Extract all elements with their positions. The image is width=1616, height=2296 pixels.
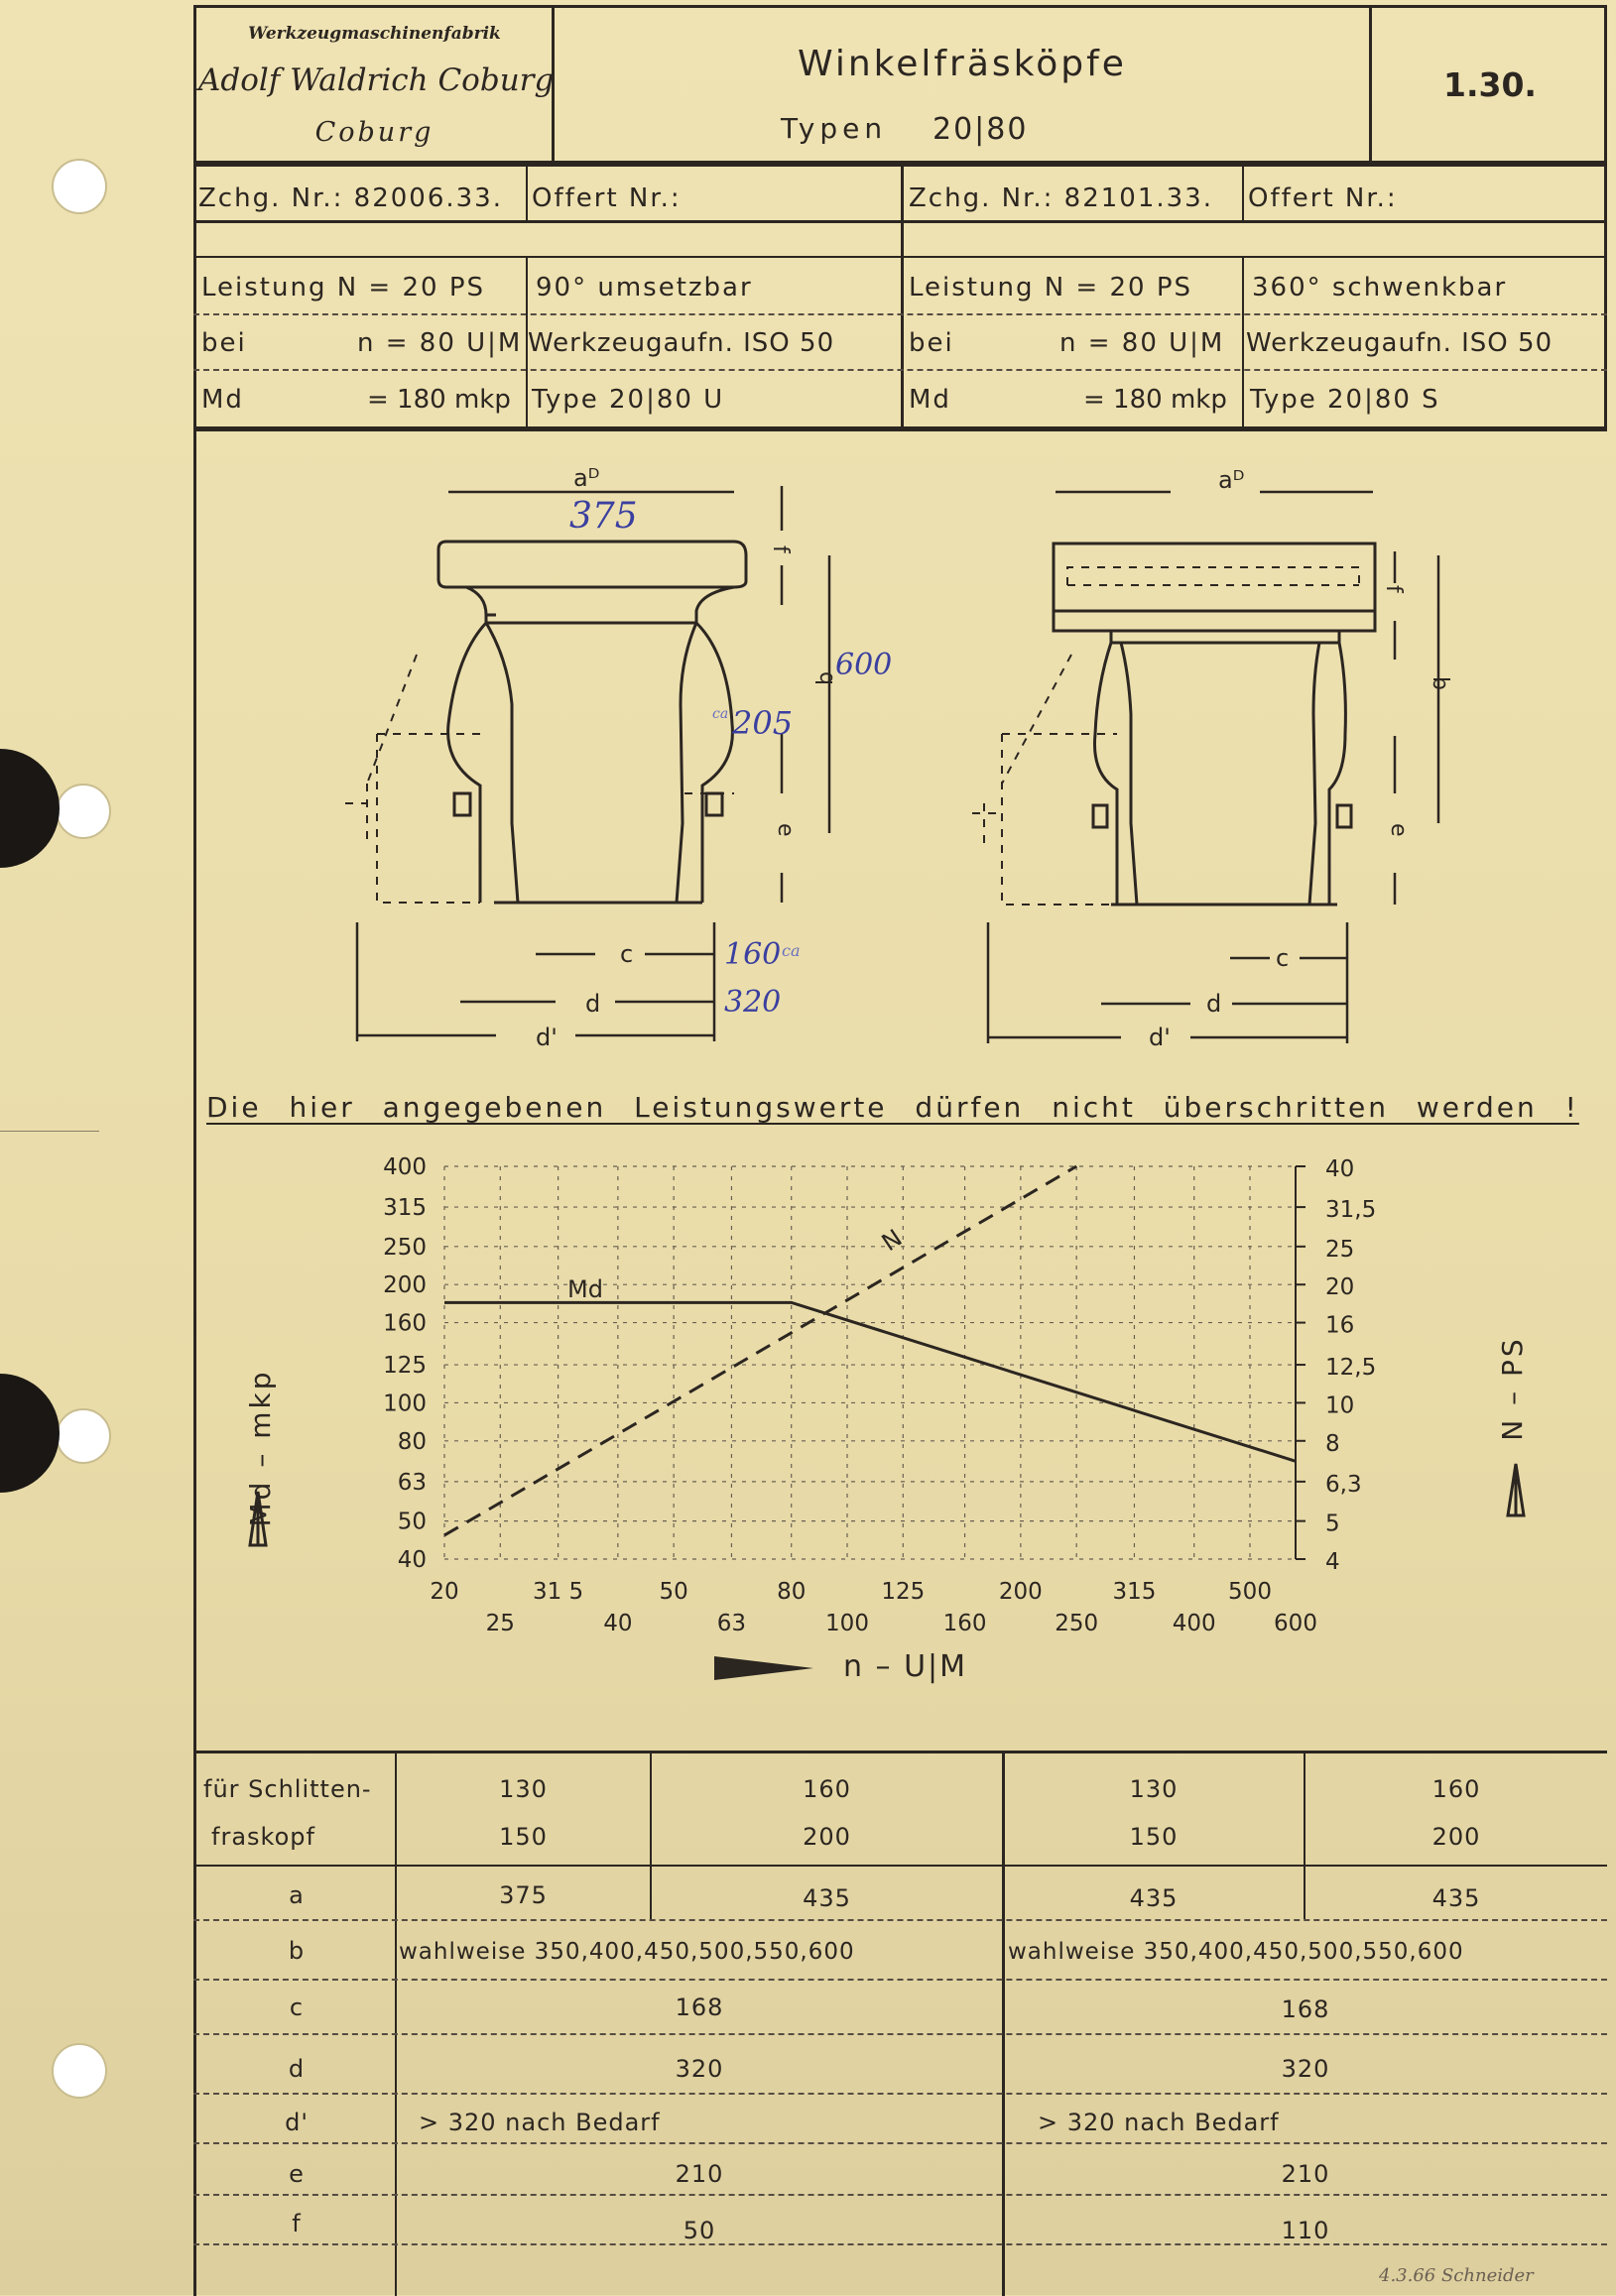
left-feature-rotate: 90° umsetzbar (536, 273, 753, 302)
y2-axis-label: N – PS (1496, 1336, 1529, 1441)
series-label-md: Md (567, 1275, 603, 1303)
spec-row-line (193, 220, 1607, 223)
right-leistung: Leistung N = 20 PS (909, 273, 1193, 302)
spec-divider (1242, 256, 1244, 426)
cell-slide-l1: 130 (499, 1775, 548, 1803)
body-right (1309, 643, 1319, 905)
clamp-left (454, 793, 470, 815)
y-axis-label: Md – mkp (244, 1369, 277, 1527)
cell-slide-r2: 160 (1431, 1775, 1481, 1803)
chart-grid (444, 1166, 1296, 1559)
dim-label-a: aᴰ (573, 464, 600, 492)
x-tick-label: 500 (1228, 1579, 1272, 1605)
spec-row-line (193, 426, 1607, 428)
hidden-line (1067, 567, 1359, 585)
left-leistung: Leistung N = 20 PS (201, 273, 486, 302)
x-tick-label: 100 (825, 1611, 869, 1636)
handwritten-ca: ca (712, 706, 729, 722)
head-plate (1054, 544, 1375, 631)
right-n-value: n = 80 U|M (1059, 328, 1225, 358)
dim-label-d2: d' (1149, 1024, 1171, 1051)
spec-row-line (193, 313, 1607, 315)
cell-d-left: 320 (675, 2055, 724, 2083)
cell-d-right: 320 (1281, 2055, 1330, 2083)
y2-tick-label: 12,5 (1325, 1355, 1377, 1382)
table-row-line (193, 2194, 1607, 2196)
cell-slide-r1: 130 (1129, 1775, 1179, 1803)
handwritten-ca: ca (782, 941, 801, 960)
y2-tick-label: 8 (1325, 1430, 1340, 1457)
left-md: Md (201, 385, 244, 415)
body-right (677, 623, 696, 903)
row-label-a: a (289, 1881, 305, 1909)
y-tick-label: 400 (383, 1154, 427, 1180)
row-label-c: c (289, 1994, 305, 2021)
neck (1111, 631, 1339, 643)
right-md-value: = 180 mkp (1083, 385, 1227, 415)
right-flank (696, 623, 732, 903)
y2-axis (1296, 1156, 1376, 1575)
table-row-line (193, 1979, 1607, 1981)
warning-text: Die hier angegebenen Leistungswerte dürfen nicht überschritten werden ! (206, 1091, 1579, 1124)
cell-e-right: 210 (1281, 2160, 1330, 2188)
y2-tick-label: 6,3 (1325, 1471, 1362, 1498)
hidden-line (1002, 655, 1071, 784)
y2-tick-label: 16 (1325, 1312, 1355, 1339)
x-axis-label: n – U|M (843, 1649, 968, 1684)
company-city: Coburg (314, 117, 435, 148)
row-label-b: b (288, 1937, 306, 1965)
cell-fk-r2: 200 (1431, 1823, 1481, 1851)
handwritten-a: 375 (569, 496, 638, 537)
spec-divider (1242, 164, 1244, 220)
right-feature-swivel: 360° schwenkbar (1252, 273, 1508, 302)
cell-a-l2: 435 (803, 1884, 851, 1912)
clamp-left (1093, 805, 1107, 827)
series-label-n: N (876, 1223, 908, 1258)
row-label-f: f (292, 2210, 302, 2237)
cell-f-left: 50 (683, 2217, 716, 2244)
drawing-type-u (337, 456, 913, 1051)
y-tick-label: 40 (397, 1547, 427, 1573)
cell-f-right: 110 (1281, 2217, 1330, 2244)
left-feature-tool: Werkzeugaufn. ISO 50 (528, 328, 835, 358)
x-tick-label: 80 (777, 1579, 807, 1605)
right-feature-tool: Werkzeugaufn. ISO 50 (1246, 328, 1554, 358)
dim-label-d: d (585, 990, 601, 1018)
x-tick-label: 31 5 (532, 1579, 584, 1605)
punch-hole (52, 159, 107, 214)
left-zchg: Zchg. Nr.: 82006.33. (198, 183, 503, 213)
cell-d2-left: > 320 nach Bedarf (419, 2109, 661, 2136)
table-row-line (193, 1865, 1607, 1867)
sheet-number: 1.30. (1443, 65, 1537, 104)
cell-b-left: wahlweise 350,400,450,500,550,600 (399, 1939, 855, 1965)
row-label-slide: für Schlitten- (203, 1775, 372, 1803)
drawing-type-s (972, 456, 1528, 1051)
cell-fk-r1: 150 (1129, 1823, 1179, 1851)
dim-label-f: f (1381, 585, 1406, 593)
dim-label-f: f (768, 545, 793, 553)
dim-label-b: b (813, 671, 838, 685)
x-tick-label: 600 (1274, 1611, 1317, 1636)
cell-b-right: wahlweise 350,400,450,500,550,600 (1008, 1939, 1464, 1965)
right-zchg: Zchg. Nr.: 82101.33. (909, 183, 1213, 213)
dim-label-e: e (773, 823, 798, 837)
x-axis-arrow (714, 1656, 813, 1680)
body-left (486, 623, 518, 903)
neck (466, 587, 734, 623)
right-md: Md (909, 385, 951, 415)
y2-tick-label: 10 (1325, 1392, 1355, 1419)
footer-note: 4.3.66 Schneider (1379, 2265, 1534, 2286)
table-row-line (193, 2093, 1607, 2095)
dim-label-e: e (1386, 823, 1411, 837)
cell-e-left: 210 (675, 2160, 724, 2188)
cell-d2-right: > 320 nach Bedarf (1038, 2109, 1280, 2136)
left-bei: bei (201, 328, 247, 358)
y2-tick-label: 4 (1325, 1549, 1340, 1575)
row-label-fk: fraskopf (211, 1823, 315, 1851)
right-bei: bei (909, 328, 954, 358)
subtitle-label: Typen (781, 112, 888, 145)
y2-tick-label: 25 (1325, 1236, 1355, 1263)
dim-label-c: c (620, 940, 634, 968)
row-label-d2: d' (285, 2109, 309, 2136)
spec-row-line (193, 256, 1607, 258)
hidden-line (367, 655, 417, 784)
punch-hole (56, 1408, 111, 1464)
y-tick-label: 50 (397, 1509, 427, 1535)
spec-row-line (193, 369, 1607, 371)
chart-series (444, 1166, 1296, 1535)
dim-label-d: d (1206, 990, 1222, 1018)
x-tick-label: 40 (603, 1611, 633, 1636)
cell-c-left: 168 (675, 1994, 724, 2021)
x-tick-label: 125 (881, 1579, 926, 1605)
company-name: Adolf Waldrich Coburg (198, 62, 555, 98)
y-tick-label: 125 (383, 1353, 427, 1380)
punch-hole (52, 2043, 107, 2099)
y-axis (383, 1154, 427, 1573)
handwritten-d: 320 (724, 985, 782, 1020)
table-row-line (193, 2033, 1607, 2035)
handwritten-b: 600 (835, 648, 893, 682)
company-line1: Werkzeugmaschinenfabrik (248, 24, 501, 44)
dim-label-b: b (1428, 676, 1452, 690)
y-tick-label: 200 (383, 1272, 427, 1299)
punch-hole (56, 784, 111, 839)
power-torque-chart (198, 1141, 1607, 1696)
y-tick-label: 80 (397, 1428, 427, 1455)
y-tick-label: 160 (383, 1310, 427, 1337)
dim-label-a: aᴰ (1218, 466, 1245, 494)
cell-fk-l2: 200 (803, 1823, 851, 1851)
cell-c-right: 168 (1281, 1995, 1330, 2023)
cell-a-r2: 435 (1431, 1884, 1481, 1912)
dim-label-c: c (1276, 944, 1290, 972)
x-tick-label: 50 (659, 1579, 688, 1605)
right-flank (1329, 643, 1345, 905)
spec-divider (526, 164, 528, 220)
row-label-e: e (289, 2160, 305, 2188)
subtitle-value: 20|80 (932, 112, 1029, 147)
hidden-line (377, 734, 480, 903)
spec-divider-mid (901, 164, 904, 431)
x-tick-label: 160 (942, 1611, 987, 1636)
series-line-n (444, 1166, 1076, 1535)
hidden-line (345, 784, 367, 843)
right-feature-type: Type 20|80 S (1250, 385, 1440, 415)
cell-fk-l1: 150 (499, 1823, 548, 1851)
table-row-line (193, 1919, 1607, 1921)
series-line-md (444, 1302, 1296, 1461)
x-tick-label: 315 (1112, 1579, 1157, 1605)
hidden-line (972, 803, 996, 843)
dim-label-d2: d' (536, 1024, 558, 1051)
x-tick-label: 25 (485, 1611, 515, 1636)
page-title: Winkelfräsköpfe (798, 44, 1127, 84)
right-offert: Offert Nr.: (1248, 183, 1398, 213)
x-tick-label: 63 (716, 1611, 747, 1636)
x-axis (430, 1579, 1317, 1636)
y-tick-label: 315 (383, 1195, 427, 1222)
clamp-right (1337, 805, 1351, 827)
head-plate (438, 542, 746, 587)
y2-tick-label: 5 (1325, 1511, 1340, 1537)
y2-tick-label: 20 (1325, 1274, 1355, 1301)
left-flank (448, 623, 486, 903)
left-md-value: = 180 mkp (367, 385, 511, 415)
y-tick-label: 250 (383, 1234, 427, 1261)
y-tick-label: 63 (397, 1469, 427, 1496)
y-tick-label: 100 (383, 1390, 427, 1417)
left-offert: Offert Nr.: (532, 183, 682, 213)
y2-tick-label: 40 (1325, 1156, 1355, 1182)
table-row-line (193, 2142, 1607, 2144)
y2-tick-label: 31,5 (1325, 1197, 1377, 1224)
x-tick-label: 200 (998, 1579, 1043, 1605)
clamp-right (706, 793, 722, 815)
left-feature-type: Type 20|80 U (532, 385, 725, 415)
cell-a-r1: 435 (1129, 1884, 1179, 1912)
left-n-value: n = 80 U|M (357, 328, 523, 358)
handwritten-c: 160 (724, 937, 782, 972)
x-tick-label: 20 (430, 1579, 459, 1605)
handwritten-e: 205 (732, 704, 794, 742)
left-flank (1094, 643, 1117, 905)
hidden-line (1002, 734, 1117, 905)
body-left (1121, 643, 1137, 905)
row-label-d: d (288, 2055, 306, 2083)
x-tick-label: 400 (1172, 1611, 1216, 1636)
header-divider (1369, 5, 1372, 164)
cell-slide-l2: 160 (803, 1775, 851, 1803)
cell-a-l1: 375 (499, 1881, 548, 1909)
fold-mark (0, 1131, 99, 1132)
x-tick-label: 250 (1055, 1611, 1099, 1636)
